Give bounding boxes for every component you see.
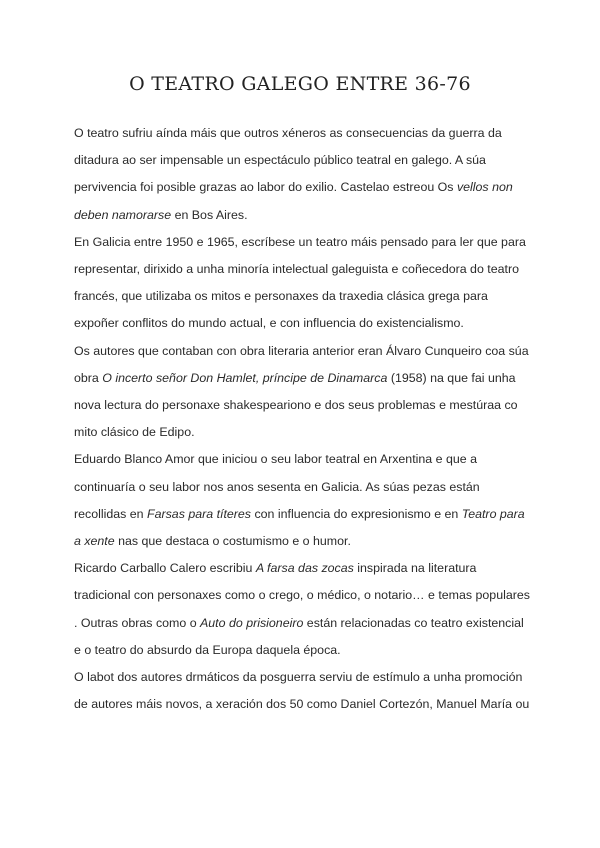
work-title: Teatro para a xente [74,506,525,549]
paragraph-2 [74,229,532,338]
paragraph-text: Eduardo Blanco Amor que iniciou o seu labor teatral en Arxentina e que a continuaría o seu labor nos anos sesenta en Galicia. As súas pezas están recollidas en [74,452,480,521]
paragraph-text: con influencia do expresionismo e en [251,506,462,521]
paragraph-text: O teatro sufriu aínda máis que outros xéneros as consecuencias da guerra da ditadura ao ser impensable un espectáculo público teatral en galego. A súa pervivencia foi posible grazas ao labor do exilio. Castelao estreou Os [74,126,502,195]
paragraph-5 [74,555,532,664]
work-title: vellos non deben namorarse [74,180,513,222]
paragraph-text: Os autores que contaban con obra literaria anterior eran Álvaro Cunqueiro coa súa obra [74,343,529,385]
paragraph-text: están relacionadas co teatro existencial e o teatro do absurdo da Europa daquela época. [74,615,524,657]
work-title: A farsa das zocas [255,561,354,576]
paragraph-text: O labot dos autores drmáticos da posguerra serviu de estímulo a unha promoción de autores máis novos, a xeración dos 50 como Daniel Cortezón, Manuel María ou [74,670,530,712]
paragraph-text: Ricardo Carballo Calero escribiu [74,561,256,576]
document-body [74,120,532,718]
paragraph-text: nas que destaca o costumismo e o humor. [114,534,351,549]
work-title: Farsas para títeres [147,506,251,521]
paragraph-text: en Bos Aires. [171,207,248,222]
paragraph-text: En Galicia entre 1950 e 1965, escríbese un teatro máis pensado para ler que para representar, dirixido a unha minoría intelectual galeguista e coñecedora do teatro francés, que utilizaba os mitos e personaxes da traxedia clásica grega para expoñer conflitos do mundo actual, e con influencia do existencialismo. [74,234,526,331]
paragraph-text: (1958) na que fai unha nova lectura do personaxe shakespeariono e dos seus problemas e mestúraa co mito clásico de Edipo. [74,370,518,440]
paragraph-text: inspirada na literatura tradicional con personaxes como o crego, o médico, o notario… e temas populares . Outras obras como o [74,561,530,630]
work-title: Auto do prisioneiro [200,615,304,630]
document-title: O TEATRO GALEGO ENTRE 36-76 [129,73,471,95]
work-title: O incerto señor Don Hamlet, príncipe de Dinamarca [102,370,388,385]
paragraph-6 [74,664,532,718]
paragraph-4 [74,446,532,555]
paragraph-1 [74,120,532,229]
paragraph-3 [74,338,532,447]
